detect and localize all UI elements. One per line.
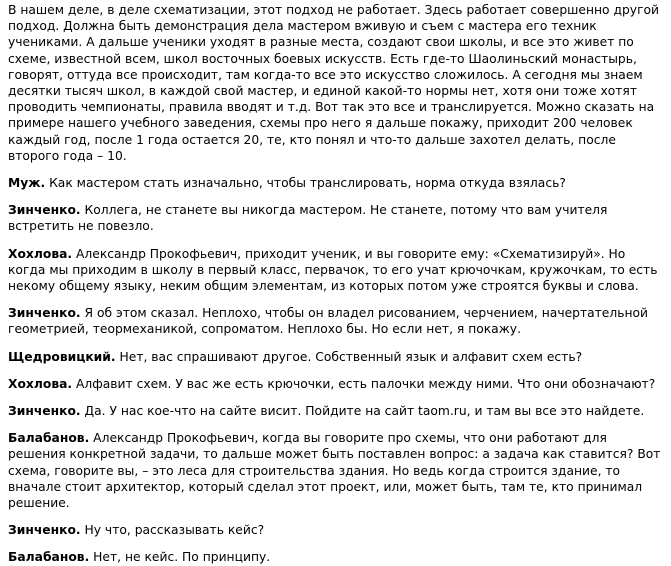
paragraph-text: Я об этом сказал. Неплохо, чтобы он владел рисованием, черчением, начертательной геометрией, теормеханикой, сопроматом. Неплохо бы. Но если нет, я покажу. — [8, 306, 649, 337]
speaker-name: Зинченко. — [8, 404, 81, 419]
speaker-name: Зинченко. — [8, 203, 81, 218]
paragraph-text: Ну что, рассказывать кейс? — [80, 523, 265, 538]
dialogue-paragraph — [8, 202, 663, 234]
dialogue-paragraph — [8, 305, 663, 337]
dialogue-paragraph — [8, 246, 663, 295]
dialogue-paragraph — [8, 549, 663, 565]
speaker-name: Хохлова. — [8, 246, 73, 261]
speaker-name: Балабанов. — [8, 550, 90, 565]
paragraph-text: Александр Прокофьевич, когда вы говорите про схемы, что они работают для решения конкретной задачи, то дальше может быть поставлен вопрос: а задача как ставится? Вот схема, говорите вы, – это леса для строительства здания. Но ведь когда строится здание, то вначале стоит архитектор, который сделал этот проект, или, может быть, там те, кто принимал решение. — [8, 431, 661, 511]
dialogue-paragraph — [8, 349, 663, 365]
dialogue-paragraph — [8, 376, 663, 392]
speaker-name: Щедровицкий. — [8, 349, 116, 364]
paragraph-text: Нет, не кейс. По принципу. — [89, 550, 271, 565]
speaker-name: Хохлова. — [8, 376, 73, 391]
paragraph-text: Алфавит схем. У вас же есть крючочки, есть палочки между ними. Что они обозначают? — [72, 376, 656, 391]
dialogue-paragraph — [8, 175, 663, 191]
speaker-name: Зинченко. — [8, 523, 81, 538]
dialogue-paragraph — [8, 522, 663, 538]
narrative-paragraph — [8, 2, 663, 164]
paragraph-text: Да. У нас кое-что на сайте висит. Пойдите на сайт taom.ru, и там вы все это найдете. — [80, 404, 645, 419]
paragraph-text: Как мастером стать изначально, чтобы транслировать, норма откуда взялась? — [45, 176, 566, 191]
paragraph-text: Нет, вас спрашивают другое. Собственный язык и алфавит схем есть? — [115, 349, 583, 364]
speaker-name: Муж. — [8, 176, 46, 191]
paragraph-text: Коллега, не станете вы никогда мастером. Не станете, потому что вам учителя встретить не повезло. — [8, 203, 608, 234]
speaker-name: Балабанов. — [8, 431, 90, 446]
paragraph-text: В нашем деле, в деле схематизации, этот подход не работает. Здесь работает совершенно другой подход. Должна быть демонстрация дела мастером вживую и съем с мастера его техник учениками. А дальше ученики уходят в разные места, создают свои школы, и все это живет по схеме, известной всем, школ восточных боевых искусств. Есть где-то Шаолиньский монастырь, говорят, оттуда все происходит, там когда-то все это искусство сложилось. А сегодня мы знаем десятки тысяч школ, в каждой свой мастер, и единой какой-то нормы нет, хотя они тоже хотят проводить чемпионаты, правила вводят и т.д. Вот так это все и транслируется. Можно сказать на примере нашего учебного заведения, схемы про него я дальше покажу, приходит 200 человек каждый год, после 1 года остается 20, те, кто понял и что-то дальше захотел делать, после второго года – 10. — [8, 3, 660, 163]
dialogue-paragraph — [8, 403, 663, 419]
speaker-name: Зинченко. — [8, 306, 81, 321]
paragraph-text: Александр Прокофьевич, приходит ученик, и вы говорите ему: «Схематизируй». Но когда мы приходим в школу в первый класс, первачок, то его учат крючочкам, кружочкам, то есть некому общему языку, неким общим элементам, из которых потом уже строятся буквы и слова. — [8, 246, 658, 294]
dialogue-paragraph — [8, 430, 663, 511]
